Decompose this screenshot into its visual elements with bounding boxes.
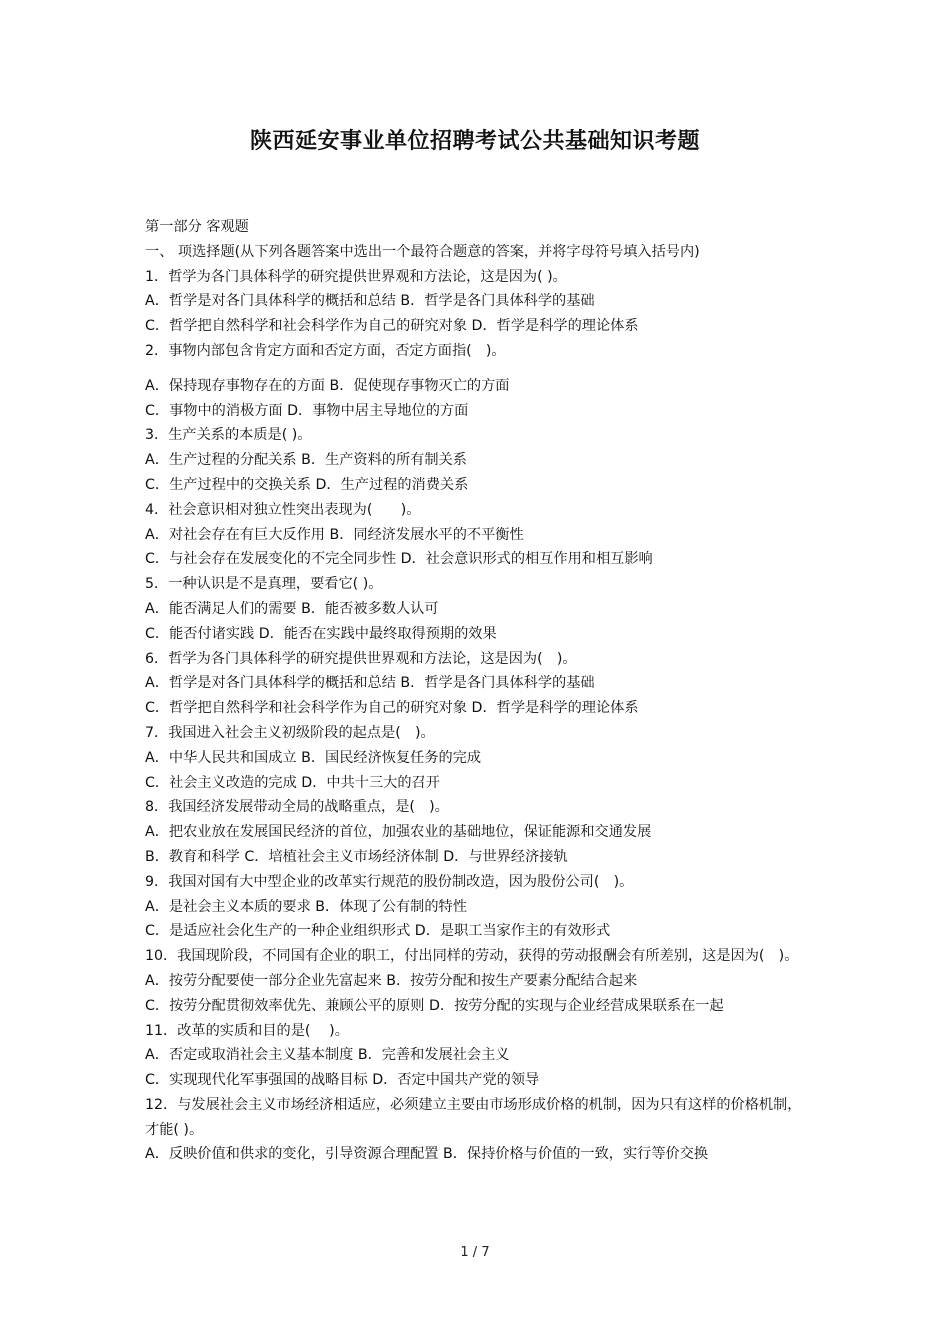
question-8: 8．我国经济发展带动全局的战略重点，是( )。: [145, 799, 449, 816]
question-4-options-ab: A．对社会存在有巨大反作用 B．同经济发展水平的不平衡性: [145, 526, 524, 543]
question-1-options-cd: C．哲学把自然科学和社会科学作为自己的研究对象 D．哲学是科学的理论体系: [145, 318, 639, 335]
section-heading: 第一部分 客观题: [145, 219, 249, 235]
question-4-options-cd: C．与社会存在发展变化的不完全同步性 D．社会意识形式的相互作用和相互影响: [145, 551, 653, 568]
paragraph-gap: [145, 364, 810, 374]
question-5-options-ab: A．能否满足人们的需要 B．能否被多数人认可: [145, 600, 439, 617]
question-3-options-ab: A．生产过程的分配关系 B．生产资料的所有制关系: [145, 452, 467, 469]
question-11-options-ab: A．否定或取消社会主义基本制度 B．完善和发展社会主义: [145, 1047, 510, 1064]
question-4: 4．社会意识相对独立性突出表现为( )。: [145, 501, 421, 518]
question-3-options-cd: C．生产过程中的交换关系 D．生产过程的消费关系: [145, 476, 469, 493]
question-3: 3．生产关系的本质是( )。: [145, 427, 312, 444]
question-10-options-cd: C．按劳分配贯彻效率优先、兼顾公平的原则 D．按劳分配的实现与企业经营成果联系在一起: [145, 997, 724, 1014]
question-1-options-ab: A．哲学是对各门具体科学的概括和总结 B．哲学是各门具体科学的基础: [145, 293, 595, 310]
question-11-options-cd: C．实现现代化军事强国的战略目标 D．否定中国共产党的领导: [145, 1072, 540, 1089]
question-2: 2．事物内部包含肯定方面和否定方面，否定方面指( )。: [145, 342, 506, 359]
question-1: 1．哲学为各门具体科学的研究提供世界观和方法论，这是因为( )。: [145, 268, 567, 285]
document-body: [145, 215, 810, 1167]
question-10: 10．我国现阶段，不同国有企业的职工，付出同样的劳动，获得的劳动报酬会有所差别，这是因为( )。: [145, 948, 799, 965]
question-5-options-cd: C．能否付诸实践 D．能否在实践中最终取得预期的效果: [145, 625, 497, 642]
question-2-options-cd: C．事物中的消极方面 D．事物中居主导地位的方面: [145, 402, 469, 419]
question-6: 6．哲学为各门具体科学的研究提供世界观和方法论，这是因为( )。: [145, 650, 577, 667]
question-8-option-a: A．把农业放在发展国民经济的首位，加强农业的基础地位，保证能源和交通发展: [145, 824, 652, 841]
page-number: 1 / 7: [460, 1245, 490, 1260]
question-instructions: 一、 项选择题(从下列各题答案中选出一个最符合题意的答案，并将字母符号填入括号内): [145, 243, 700, 260]
question-2-options-ab: A．保持现存事物存在的方面 B．促使现存事物灭亡的方面: [145, 377, 510, 394]
question-6-options-cd: C．哲学把自然科学和社会科学作为自己的研究对象 D．哲学是科学的理论体系: [145, 700, 639, 717]
question-10-options-ab: A．按劳分配要使一部分企业先富起来 B．按劳分配和按生产要素分配结合起来: [145, 972, 638, 989]
question-12: 12．与发展社会主义市场经济相适应，必须建立主要由市场形成价格的机制，因为只有这样的价格机制，才能( )。: [145, 1096, 802, 1138]
question-7-options-cd: C．社会主义改造的完成 D．中共十三大的召开: [145, 774, 440, 791]
document-title: 陕西延安事业单位招聘考试公共基础知识考题: [249, 129, 700, 154]
question-9-options-ab: A．是社会主义本质的要求 B．体现了公有制的特性: [145, 898, 467, 915]
question-9-options-cd: C．是适应社会化生产的一种企业组织形式 D．是职工当家作主的有效形式: [145, 923, 611, 940]
question-12-options-ab: A．反映价值和供求的变化，引导资源合理配置 B．保持价格与价值的一致，实行等价交换: [145, 1146, 709, 1163]
question-9: 9．我国对国有大中型企业的改革实行规范的股份制改造，因为股份公司( )。: [145, 873, 634, 890]
question-6-options-ab: A．哲学是对各门具体科学的概括和总结 B．哲学是各门具体科学的基础: [145, 675, 595, 692]
question-11: 11．改革的实质和目的是( )。: [145, 1022, 349, 1039]
question-8-options-bcd: B．教育和科学 C．培植社会主义市场经济体制 D．与世界经济接轨: [145, 848, 568, 865]
question-5: 5．一种认识是不是真理，要看它( )。: [145, 576, 383, 593]
question-7-options-ab: A．中华人民共和国成立 B．国民经济恢复任务的完成: [145, 749, 482, 766]
question-7: 7．我国进入社会主义初级阶段的起点是( )。: [145, 724, 435, 741]
